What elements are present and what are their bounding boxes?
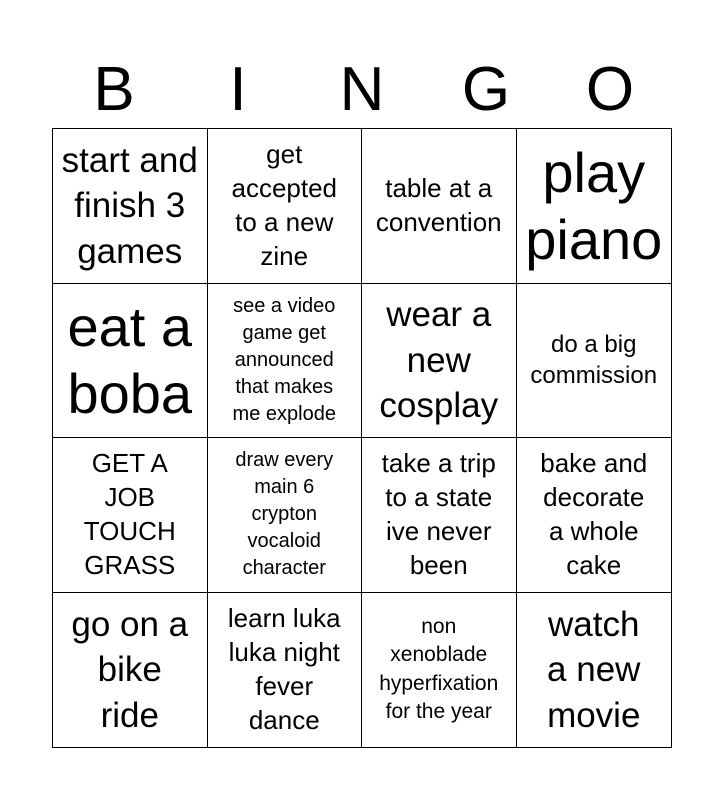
cell-text: get accepted to a new zine <box>231 139 338 271</box>
cell-text: table at a convention <box>375 172 502 237</box>
cell-text: draw every main 6 crypton vocaloid character <box>235 449 334 580</box>
cell-text: GET A JOB TOUCH GRASS <box>83 448 176 580</box>
cell-text: wear a new cosplay <box>379 295 499 425</box>
bingo-cell[interactable] <box>517 438 672 593</box>
cell-text: take a trip to a state ive never been <box>381 448 496 580</box>
bingo-cell[interactable] <box>53 593 208 748</box>
bingo-cell[interactable] <box>362 438 517 593</box>
bingo-cell[interactable] <box>362 593 517 748</box>
cell-text: start and finish 3 games <box>61 140 198 271</box>
cell-text: watch a new movie <box>547 604 641 735</box>
header-letter-b: B <box>93 55 135 124</box>
bingo-cell[interactable] <box>53 438 208 593</box>
cell-text: bake and decorate a whole cake <box>540 448 648 580</box>
bingo-cell[interactable] <box>53 284 208 439</box>
cell-text: play piano <box>525 140 663 271</box>
bingo-cell[interactable] <box>517 284 672 439</box>
cell-text: eat a boba <box>67 295 193 426</box>
bingo-cell[interactable] <box>208 284 363 439</box>
cell-text: do a big commission <box>530 331 658 390</box>
cell-text: go on a bike ride <box>71 604 189 735</box>
bingo-grid <box>52 128 672 748</box>
header-letter-g: G <box>461 55 511 124</box>
bingo-cell[interactable] <box>53 129 208 284</box>
bingo-cell[interactable] <box>362 129 517 284</box>
cell-text: non xenoblade hyperfixation for the year <box>379 615 499 724</box>
bingo-cell[interactable] <box>517 129 672 284</box>
bingo-cell[interactable] <box>208 129 363 284</box>
cell-text: see a video game get announced that makes me explode <box>232 294 336 425</box>
cell-text: learn luka luka night fever dance <box>227 603 341 735</box>
bingo-cell[interactable] <box>208 593 363 748</box>
bingo-cell[interactable] <box>362 284 517 439</box>
header-letter-n: N <box>339 55 385 124</box>
header-letter-o: O <box>585 55 635 124</box>
bingo-cell[interactable] <box>208 438 363 593</box>
bingo-header <box>52 52 672 128</box>
bingo-cell[interactable] <box>517 593 672 748</box>
header-letter-i: I <box>229 55 247 124</box>
